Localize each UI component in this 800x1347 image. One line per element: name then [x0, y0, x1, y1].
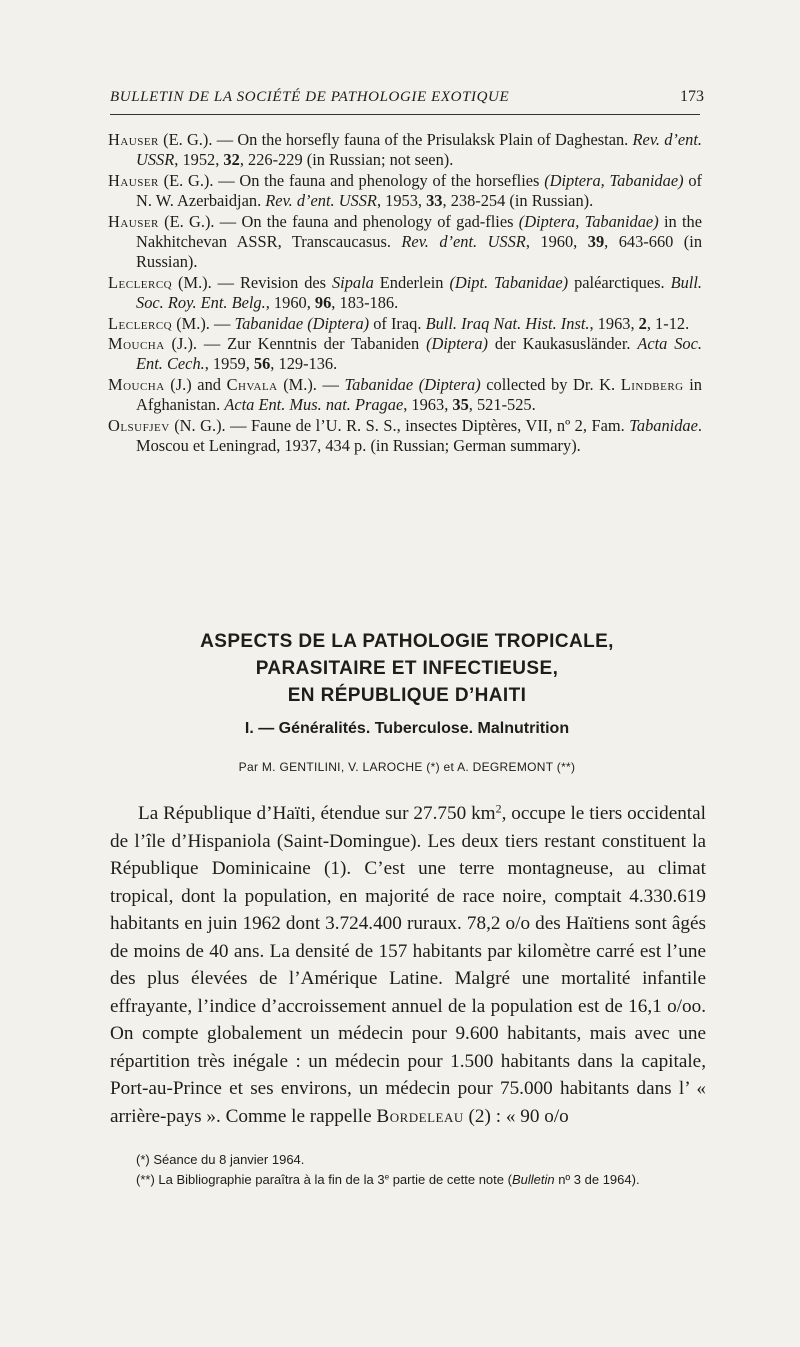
- ref-journal: Rev. d’ent. USSR: [265, 191, 377, 211]
- ref-journal: Bull. Soc. Roy. Ent. Belg.: [136, 272, 702, 313]
- ref-text: (N. G.). — Faune de l’U. R. S. S., insectes Diptères, VII, nº 2, Fam.: [169, 415, 630, 435]
- ref-volume: 96: [314, 293, 332, 313]
- ref-text: Enderlein: [373, 272, 450, 292]
- ref-text: , 183-186.: [331, 293, 399, 313]
- superscript: 2: [495, 801, 502, 816]
- ref-author: Olsufjev: [108, 415, 170, 435]
- footnote: (*) Séance du 8 janvier 1964.: [136, 1152, 305, 1167]
- reference-item: [108, 273, 702, 314]
- ref-taxon: (Dipt. Tabanidae): [449, 272, 569, 292]
- ref-author: Leclercq: [108, 272, 173, 292]
- ref-text: of N. W. Azerbaidjan.: [136, 170, 702, 211]
- ref-text: , 1963,: [589, 313, 639, 333]
- ref-text: (E. G.). — On the fauna and phenology of the horseflies: [158, 170, 545, 190]
- ref-author: Moucha: [108, 334, 165, 354]
- section-heading: I. — Généralités. Tuberculose. Malnutrition: [244, 720, 570, 737]
- ref-text: , 1959,: [204, 354, 254, 374]
- ref-journal: Bull. Iraq Nat. Hist. Inst.: [425, 313, 590, 333]
- ref-author: Lindberg: [620, 374, 684, 394]
- ref-text: in Afghanistan.: [136, 374, 702, 415]
- ref-text: , 1960,: [525, 232, 588, 252]
- ref-author: Hauser: [108, 211, 159, 231]
- title-line: ASPECTS DE LA PATHOLOGIE TROPICALE,: [200, 631, 614, 652]
- ref-taxon: Tabanidae (Diptera): [234, 313, 370, 333]
- page-number: 173: [680, 88, 704, 105]
- ref-volume: 33: [426, 191, 443, 211]
- header-rule: [110, 114, 700, 115]
- ref-taxon: (Diptera): [426, 334, 488, 354]
- body-text: , occupe le tiers occidental de l’île d’Hispaniola (Saint-Domingue). Les deux tiers restant constituent la République Dominicaine (1). C’est une terre montagneuse, au climat tropical, dont la population, en majorité de race noire, comptait 4.330.619 habitants en juin 1962 dont 3.724.400 ruraux. 78,2 o/o des Haïtiens sont âgés de moins de 40 ans. La densité de 157 habitants par kilomètre carré est l’une des plus élevées de l’Amérique Latine. Malgré une mortalité infantile effrayante, l’indice d’accroissement annuel de la population est de 16,1 o/oo. On compte globalement un médecin pour 9.600 habitants, mais avec une répartition très inégale : un médecin pour 1.500 habitants dans la capitale, Port-au-Prince et ses environs, un médecin pour 75.000 habitants dans l’ « arrière-pays ». Comme le rappelle: [110, 803, 706, 1127]
- ref-journal: Acta Soc. Ent. Cech.: [136, 334, 702, 374]
- ref-text: (M.). —: [172, 313, 235, 333]
- ref-text: (J.). — Zur Kenntnis der Tabaniden: [164, 334, 427, 354]
- ref-volume: 56: [253, 354, 271, 374]
- ref-text: of Iraq.: [369, 313, 426, 333]
- ref-volume: 39: [587, 232, 605, 252]
- ref-text: , 226-229 (in Russian; not seen).: [239, 150, 454, 170]
- footnote-journal: Bulletin: [511, 1172, 555, 1187]
- ref-text: , 238-254 (in Russian).: [442, 191, 594, 211]
- reference-item: [108, 171, 702, 212]
- ref-journal: Rev. d’ent. USSR: [136, 130, 702, 170]
- footnote-text: partie de cette note (: [389, 1172, 512, 1187]
- ref-author: Chvala: [226, 374, 278, 394]
- ref-volume: 2: [638, 313, 647, 333]
- title-line: PARASITAIRE ET INFECTIEUSE,: [255, 658, 559, 679]
- title-line: EN RÉPUBLIQUE D’HAITI: [287, 685, 527, 706]
- ref-text: (J.) and: [164, 374, 227, 394]
- ref-genus: Sipala: [331, 272, 374, 292]
- ref-text: , 521-525.: [468, 395, 536, 415]
- ref-author: Moucha: [108, 374, 165, 394]
- reference-item: [108, 375, 702, 416]
- cited-author: Bordeleau: [376, 1105, 464, 1127]
- ref-text: , 1963,: [403, 395, 453, 415]
- ref-text: der Kaukasusländer.: [487, 334, 638, 354]
- reference-item: [108, 314, 702, 334]
- ref-journal: Acta Ent. Mus. nat. Pragae: [224, 395, 404, 415]
- ref-taxon: (Diptera, Tabanidae): [518, 211, 659, 231]
- ref-text: . Moscou et Leningrad, 1937, 434 p. (in Russian; German summary).: [136, 415, 702, 456]
- ref-author: Leclercq: [108, 313, 173, 333]
- ref-taxon: Tabanidae (Diptera): [344, 374, 481, 394]
- superscript: e: [384, 1172, 390, 1182]
- reference-item: [108, 212, 702, 273]
- footnotes: [110, 1150, 706, 1190]
- ref-journal: Rev. d’ent. USSR: [401, 232, 526, 252]
- ref-text: , 1953,: [376, 191, 427, 211]
- ref-volume: 35: [452, 395, 469, 415]
- ref-text: (E. G.). — On the horsefly fauna of the Prisulaksk Plain of Daghestan.: [158, 130, 633, 149]
- ref-text: (M.). —: [277, 374, 345, 394]
- ref-text: collected by Dr. K.: [480, 374, 621, 394]
- running-header: [110, 88, 704, 106]
- ref-text: (E. G.). — On the fauna and phenology of gad-flies: [158, 211, 519, 231]
- ref-author: Hauser: [108, 170, 159, 190]
- body-text: (2) : « 90 o/o: [463, 1105, 569, 1127]
- ref-text: , 129-136.: [270, 354, 338, 374]
- reference-list: [108, 130, 702, 457]
- body-text: La République d’Haïti, étendue sur 27.750 km: [138, 803, 496, 824]
- ref-text: , 1-12.: [646, 313, 690, 333]
- reference-item: [108, 334, 702, 375]
- reference-item: [108, 416, 702, 457]
- footnote-text: nº 3 de 1964).: [554, 1172, 640, 1187]
- ref-taxon: (Diptera, Tabanidae): [544, 170, 684, 190]
- article-title: [110, 628, 704, 709]
- ref-text: (M.). — Revision des: [172, 272, 332, 292]
- body-paragraph: [110, 800, 706, 1130]
- reference-item: [108, 130, 702, 171]
- ref-text: , 1952,: [174, 150, 224, 170]
- footnote: [110, 1170, 706, 1190]
- ref-text: , 1960,: [265, 293, 315, 313]
- ref-author: Hauser: [108, 130, 159, 149]
- ref-text: in the Nakhitchevan ASSR, Transcaucasus.: [136, 211, 703, 252]
- ref-volume: 32: [223, 150, 240, 170]
- ref-text: , 643-660 (in Russian).: [136, 232, 703, 272]
- footnote-text: (**) La Bibliographie paraîtra à la fin de la 3: [136, 1172, 385, 1187]
- ref-text: paléarctiques.: [568, 272, 671, 292]
- author-byline: Par M. GENTILINI, V. LAROCHE (*) et A. DEGREMONT (**): [238, 760, 576, 774]
- ref-taxon: Tabanidae: [629, 415, 698, 435]
- journal-title: BULLETIN DE LA SOCIÉTÉ DE PATHOLOGIE EXOTIQUE: [110, 89, 510, 105]
